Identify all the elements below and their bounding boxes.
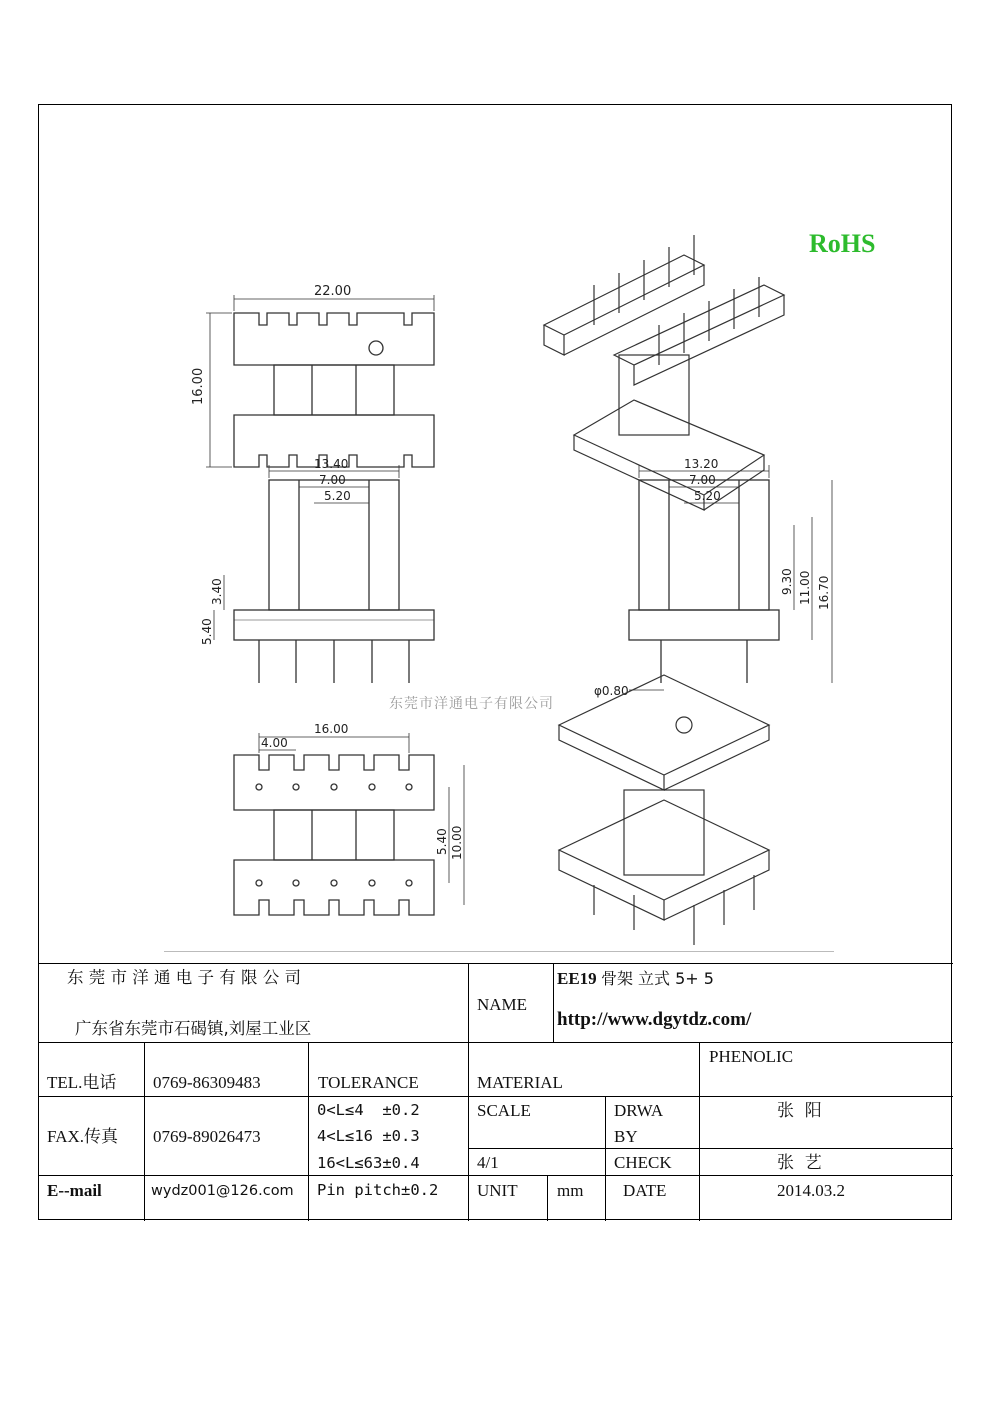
dim-700a: 7.00 — [319, 473, 346, 487]
dim-400: 4.00 — [261, 736, 288, 750]
rohs-mark: RoHS — [809, 229, 876, 258]
dim-1340: 13.40 — [314, 457, 349, 471]
tb-line — [605, 1096, 606, 1221]
watermark: 东莞市洋通电子有限公司 — [389, 696, 554, 712]
fax-label: FAX.传真 — [47, 1127, 118, 1146]
tb-line — [468, 963, 469, 1221]
scale-value: 4/1 — [477, 1153, 499, 1172]
company-address: 广东省东莞市石碣镇,刘屋工业区 — [75, 1019, 312, 1038]
dim-1320: 13.20 — [684, 457, 719, 471]
dim-22: 22.00 — [314, 284, 352, 299]
tb-line — [553, 963, 554, 1042]
dim-1000: 10.00 — [450, 825, 464, 860]
drawing-divider — [164, 951, 834, 952]
dim-16: 16.00 — [191, 367, 206, 405]
fax-value: 0769-89026473 — [153, 1127, 261, 1146]
dim-700b: 7.00 — [689, 473, 716, 487]
unit-label: UNIT — [477, 1181, 518, 1200]
tb-line — [308, 1042, 309, 1221]
checked-by-value: 张 艺 — [777, 1153, 822, 1173]
top-view — [206, 295, 434, 467]
dim-540b: 5.40 — [435, 828, 449, 855]
tel-label: TEL.电话 — [47, 1073, 117, 1092]
bottom-view — [234, 733, 464, 915]
title-block — [39, 963, 953, 1221]
tolerance-row-2: 4<L≤16 ±0.3 — [317, 1127, 420, 1145]
tolerance-row-1: 0<L≤4 ±0.2 — [317, 1101, 420, 1119]
tb-line — [699, 1042, 700, 1221]
iso-view-bottom — [559, 675, 769, 945]
iso-view-top — [544, 235, 784, 510]
product-description: 骨架 立式 5+ 5 — [600, 969, 714, 988]
dim-1600: 16.00 — [314, 722, 349, 736]
dim-340: 3.40 — [210, 578, 224, 605]
tb-line — [39, 1096, 953, 1097]
tb-line — [39, 1042, 953, 1043]
material-label: MATERIAL — [477, 1073, 563, 1092]
drawing-sheet — [38, 104, 952, 1220]
dim-540a: 5.40 — [200, 618, 214, 645]
company-name: 东 莞 市 洋 通 电 子 有 限 公 司 — [67, 968, 301, 987]
tb-line — [39, 1175, 953, 1176]
tb-line — [547, 1175, 548, 1221]
dim-1670: 16.70 — [817, 575, 831, 610]
dim-pin: φ0.80 — [594, 684, 629, 698]
product-code: EE19 — [557, 969, 597, 988]
drawn-label-1: DRWA — [614, 1101, 664, 1120]
website-link[interactable]: http://www.dgytdz.com/ — [557, 1009, 752, 1030]
drawn-label-2: BY — [614, 1127, 638, 1146]
name-label: NAME — [477, 995, 528, 1014]
tb-line — [144, 1042, 145, 1221]
material-value: PHENOLIC — [709, 1047, 794, 1066]
unit-value: mm — [557, 1181, 584, 1200]
dim-930: 9.30 — [780, 568, 794, 595]
check-label: CHECK — [614, 1153, 672, 1172]
dim-520a: 5.20 — [324, 489, 351, 503]
technical-drawing — [164, 225, 834, 953]
drawn-by-value: 张 阳 — [777, 1101, 822, 1121]
tolerance-row-4: Pin pitch±0.2 — [317, 1181, 439, 1199]
tel-value: 0769-86309483 — [153, 1073, 261, 1092]
email-value[interactable]: wydz001@126.com — [151, 1183, 294, 1199]
email-label: E--mail — [47, 1181, 102, 1200]
date-value: 2014.03.2 — [777, 1181, 845, 1200]
tolerance-label: TOLERANCE — [318, 1073, 419, 1092]
tb-line — [469, 1148, 953, 1149]
tolerance-row-3: 16<L≤63±0.4 — [317, 1154, 420, 1172]
scale-label: SCALE — [477, 1101, 531, 1120]
date-label: DATE — [623, 1181, 667, 1200]
dim-520b: 5.20 — [694, 489, 721, 503]
dim-1100: 11.00 — [798, 570, 812, 605]
tb-line — [39, 963, 953, 964]
